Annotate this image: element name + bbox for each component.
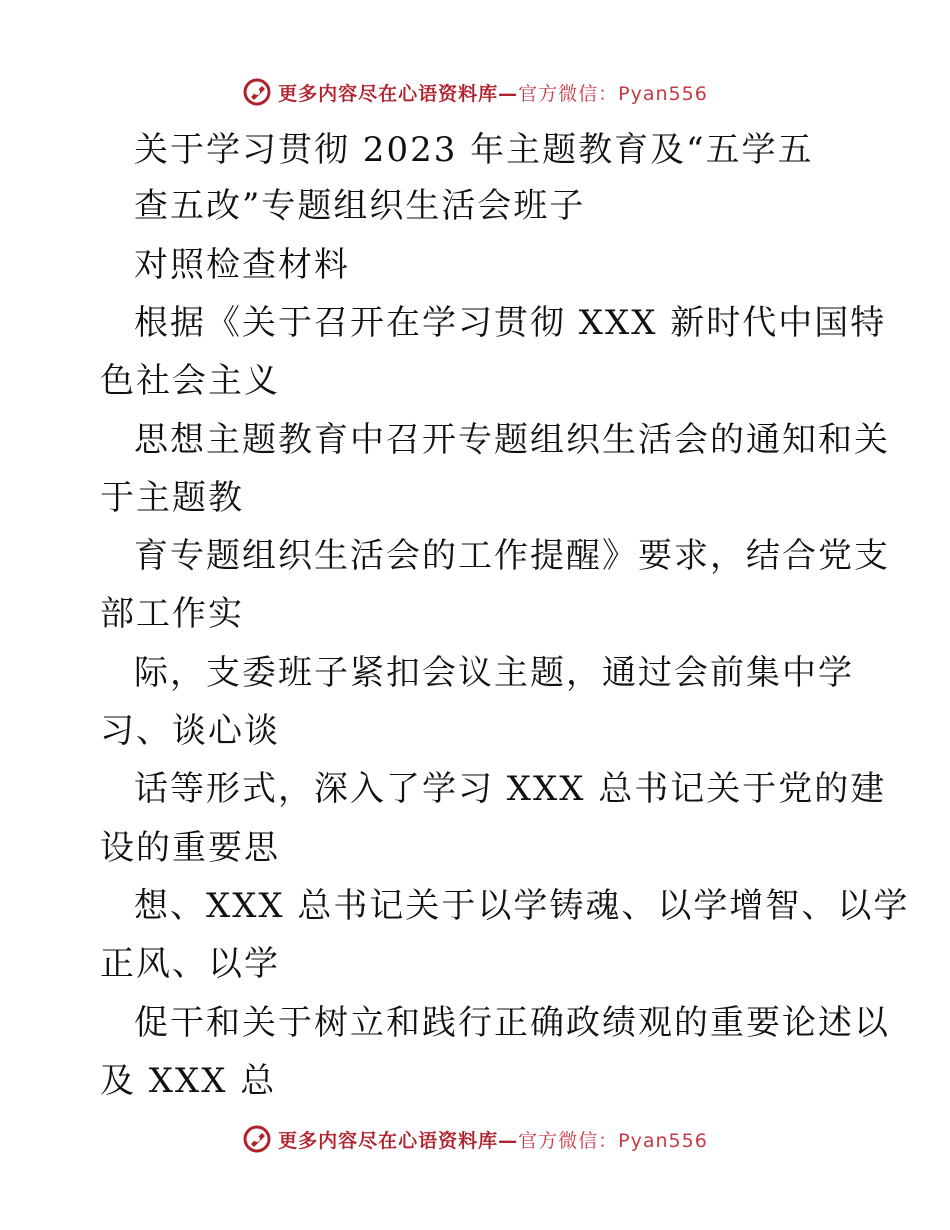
paragraph-line: 际，支委班子紧扣会议主题，通过会前集中学 xyxy=(134,653,854,693)
logo-icon xyxy=(242,1124,272,1154)
paragraph-line: 想、XXX 总书记关于以学铸魂、以学增智、以学 xyxy=(134,886,910,926)
title-line-3: 对照检查材料 xyxy=(134,245,350,285)
header-banner xyxy=(0,70,950,114)
paragraph-line: 根据《关于召开在学习贯彻 XXX 新时代中国特 xyxy=(134,303,887,343)
paragraph-line: 育专题组织生活会的工作提醒》要求，结合党支 xyxy=(134,536,890,576)
paragraph-line: 话等形式，深入了学习 XXX 总书记关于党的建 xyxy=(134,769,887,809)
banner-separator: — xyxy=(498,82,519,105)
banner-title: 更多内容尽在心语资料库 xyxy=(278,1129,499,1152)
paragraph-line: 及 XXX 总 xyxy=(100,1061,277,1101)
paragraph-line: 促干和关于树立和践行正确政绩观的重要论述以 xyxy=(134,1003,890,1043)
logo-icon xyxy=(242,77,272,107)
banner-title: 更多内容尽在心语资料库 xyxy=(278,82,499,105)
paragraph-line: 思想主题教育中召开专题组织生活会的通知和关 xyxy=(134,420,890,460)
paragraph-line: 正风、以学 xyxy=(100,944,280,984)
banner-wechat: 官方微信：Pyan556 xyxy=(518,1129,708,1152)
paragraph-line: 于主题教 xyxy=(100,478,244,518)
banner-wechat: 官方微信：Pyan556 xyxy=(518,82,708,105)
banner-separator: — xyxy=(498,1129,519,1152)
paragraph-line: 习、谈心谈 xyxy=(100,711,280,751)
title-line-2: 查五改”专题组织生活会班子 xyxy=(134,186,586,226)
paragraph-line: 色社会主义 xyxy=(100,361,280,401)
title-line-1: 关于学习贯彻 2023 年主题教育及“五学五 xyxy=(134,130,814,170)
footer-banner xyxy=(0,1117,950,1161)
paragraph-line: 设的重要思 xyxy=(100,828,280,868)
paragraph-line: 部工作实 xyxy=(100,594,244,634)
